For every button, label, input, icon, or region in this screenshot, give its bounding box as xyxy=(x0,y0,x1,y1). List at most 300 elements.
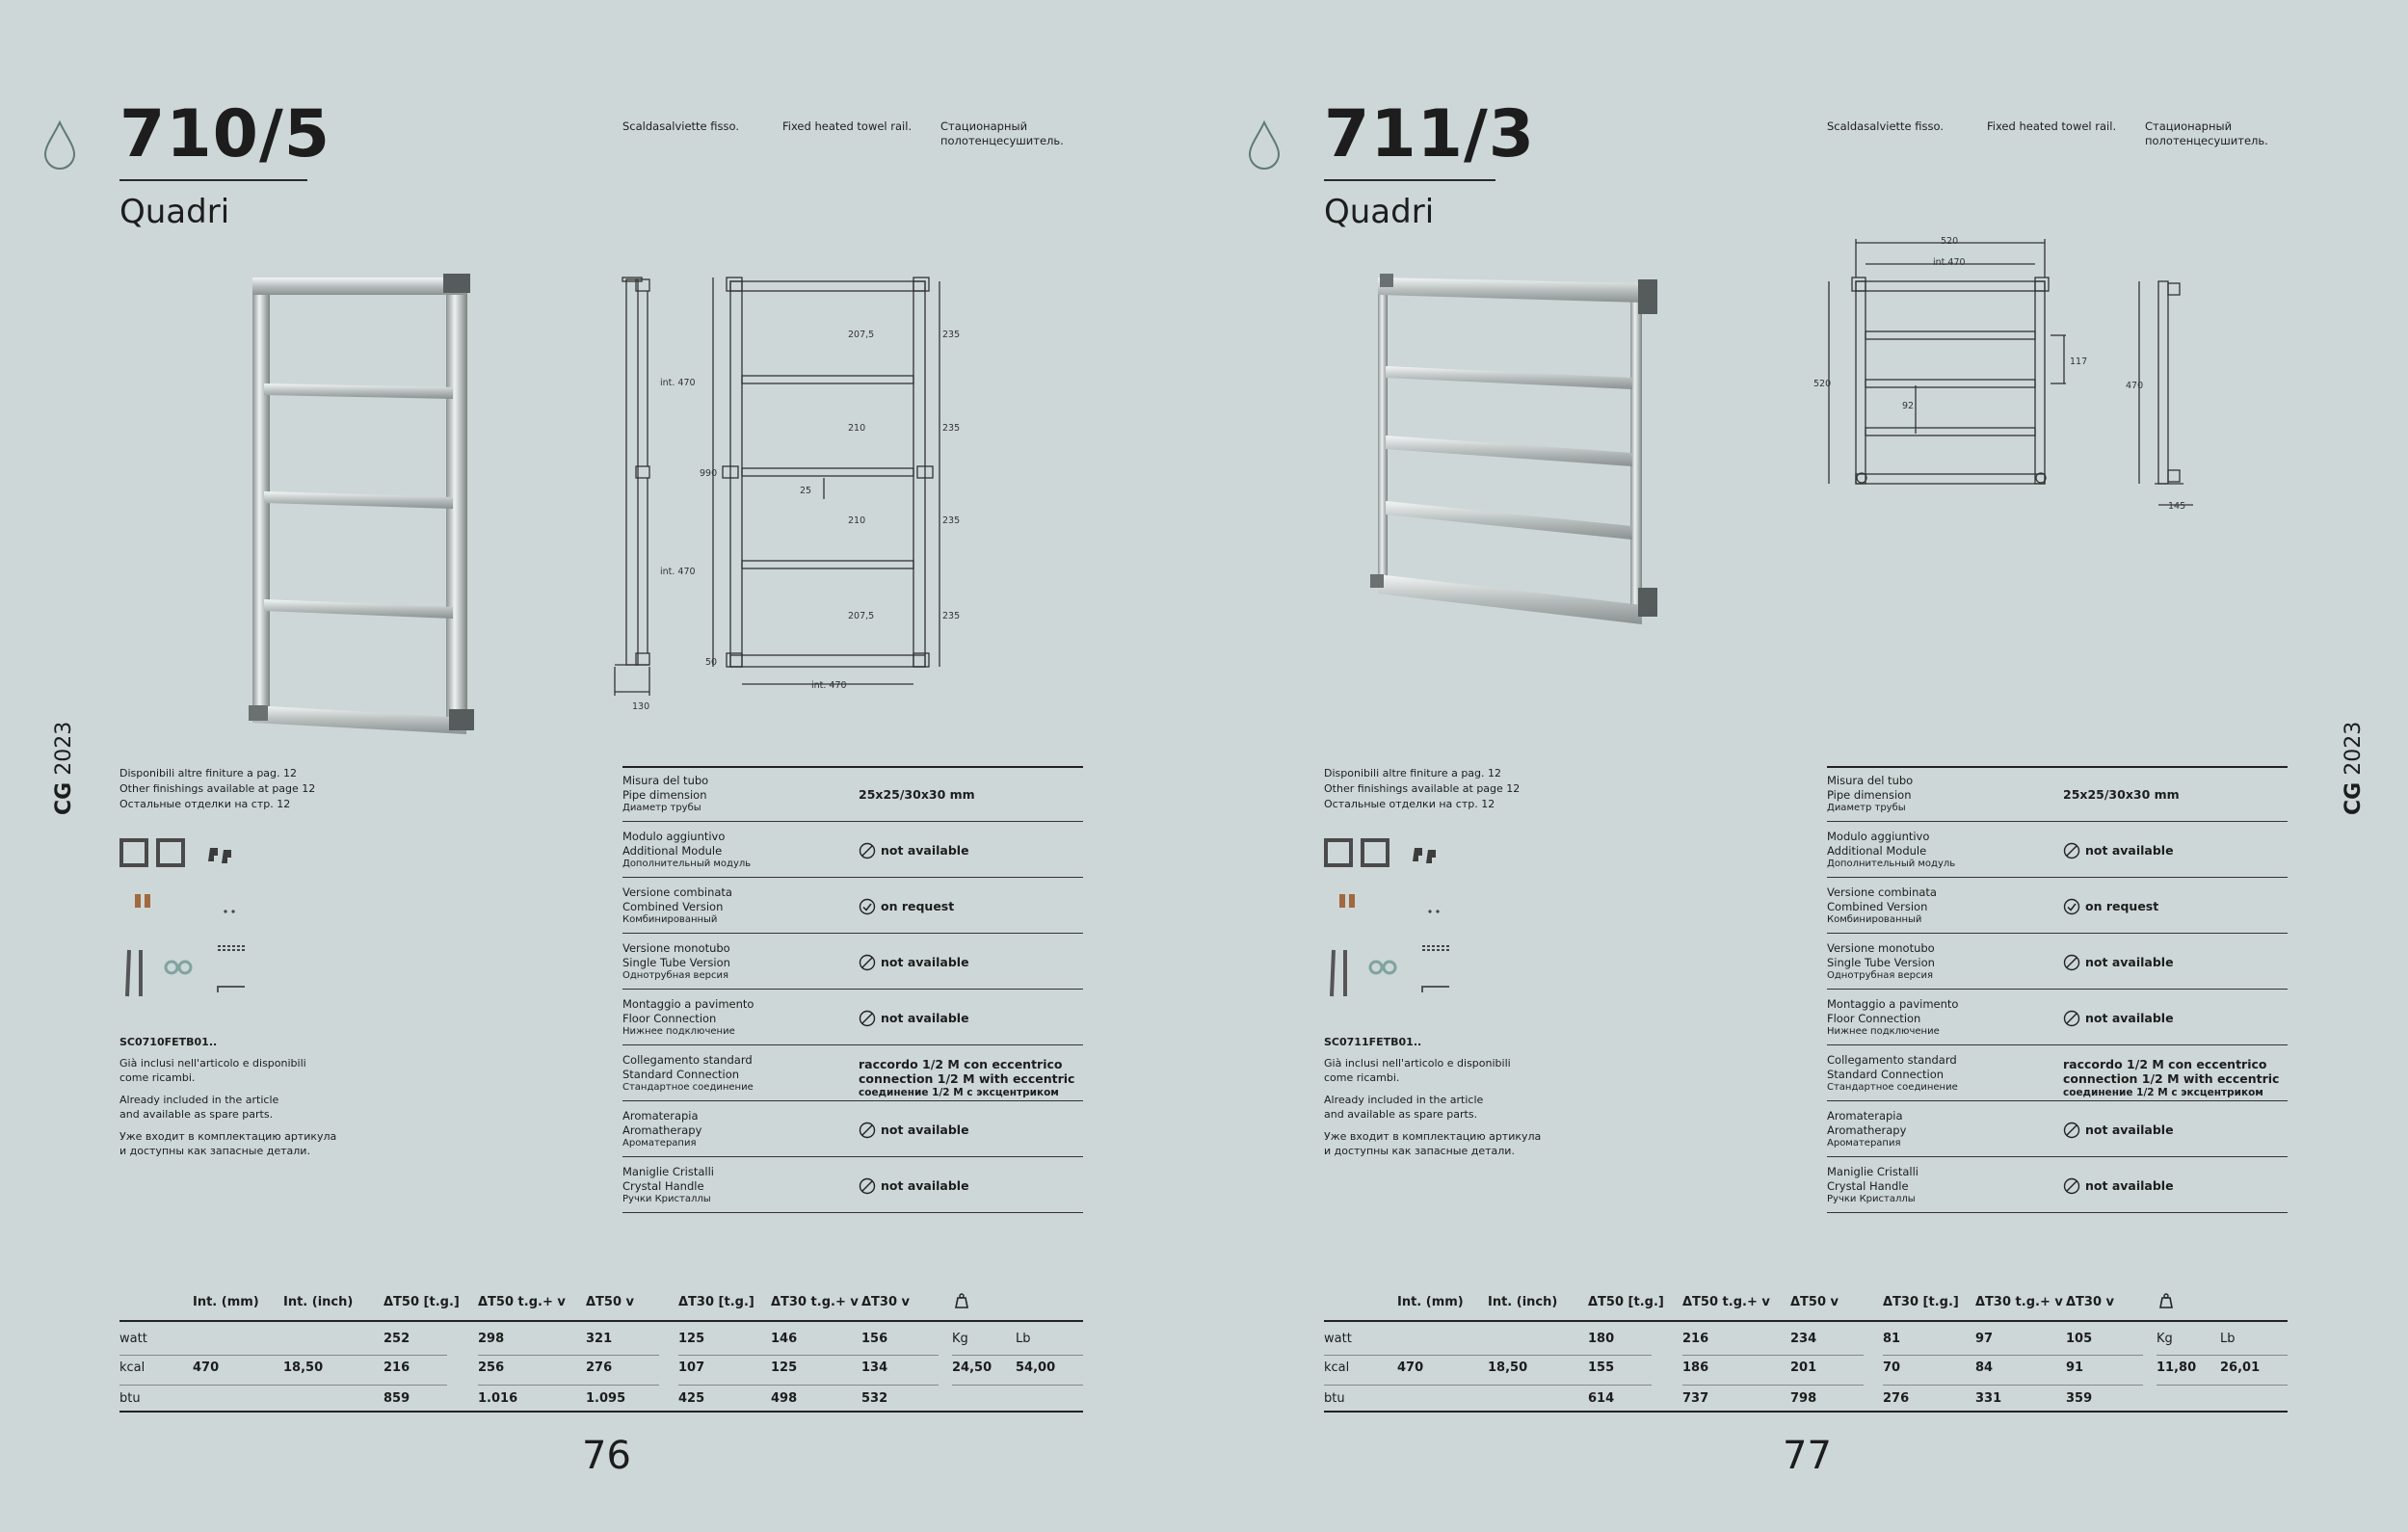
weight-kg: Kg xyxy=(2157,1332,2173,1346)
spec-row xyxy=(622,1159,1083,1213)
side-label-year: 2023 xyxy=(2342,721,2366,776)
table-subrule xyxy=(952,1385,1083,1386)
table-cell: 1.095 xyxy=(586,1391,626,1406)
table-cell: 18,50 xyxy=(283,1360,324,1375)
spec-row xyxy=(1827,1103,2288,1157)
spec-value-line: raccordo 1/2 M con eccentrico xyxy=(2063,1057,2267,1071)
not-available-icon xyxy=(2063,1177,2080,1195)
spare-parts-note xyxy=(1324,1056,1594,1166)
weight-lb: Lb xyxy=(2220,1332,2236,1346)
not-available-icon xyxy=(2063,1010,2080,1027)
dimension-label: 50 xyxy=(705,657,718,668)
table-subrule xyxy=(1682,1355,1864,1356)
note-ru-1: Уже входит в комплектацию артикула xyxy=(1324,1130,1542,1143)
spec-value xyxy=(859,1159,969,1212)
not-available-icon xyxy=(2063,1122,2080,1139)
spec-row xyxy=(622,768,1083,822)
table-cell: 614 xyxy=(1588,1391,1615,1406)
spec-label xyxy=(622,885,732,928)
spec-label xyxy=(622,1165,714,1207)
spec-label xyxy=(622,1109,701,1151)
spec-label-it: Maniglie Cristalli xyxy=(1827,1165,1918,1178)
spec-label-it: Montaggio a pavimento xyxy=(622,997,754,1011)
table-cell: 470 xyxy=(193,1360,220,1375)
table-subrule xyxy=(678,1385,939,1386)
not-available-icon xyxy=(2063,954,2080,971)
note-ru-2: и доступны как запасные детали. xyxy=(1324,1145,1515,1157)
dimension-label: int.470 xyxy=(1933,257,1966,268)
not-available-icon xyxy=(859,1010,876,1027)
table-subrule xyxy=(478,1355,659,1356)
spec-label-en: Single Tube Version xyxy=(1827,955,1935,969)
table-cell: 81 xyxy=(1883,1332,1901,1346)
model-underline xyxy=(1324,179,1495,181)
row-label: btu xyxy=(119,1391,141,1406)
spec-label xyxy=(622,1053,754,1096)
table-cell: 186 xyxy=(1682,1360,1709,1375)
table-header: Int. (mm) xyxy=(1397,1295,1464,1309)
spec-value xyxy=(2063,1103,2174,1156)
table-header: ΔT50 [t.g.] xyxy=(384,1295,460,1309)
table-cell: 216 xyxy=(1682,1332,1709,1346)
spec-row xyxy=(1827,936,2288,990)
table-subrule xyxy=(2157,1355,2288,1356)
table-cell: 107 xyxy=(678,1360,705,1375)
table-cell: 70 xyxy=(1883,1360,1901,1375)
dimension-label: int. 470 xyxy=(660,567,696,577)
spec-value xyxy=(2063,768,2180,821)
spec-label xyxy=(1827,774,1913,816)
table-cell: 276 xyxy=(586,1360,613,1375)
dimension-label: 520 xyxy=(1813,379,1832,389)
finishes-note xyxy=(1324,766,1520,812)
table-subrule xyxy=(119,1385,447,1386)
spec-label-en: Floor Connection xyxy=(622,1011,717,1025)
finishes-note-russian: Остальные отделки на стр. 12 xyxy=(1324,798,1495,810)
spec-label-it: Collegamento standard xyxy=(1827,1053,1957,1067)
page-number: 77 xyxy=(1783,1434,1832,1478)
table-cell: 532 xyxy=(861,1391,888,1406)
spec-row xyxy=(622,1047,1083,1101)
table-header: ΔT30 t.g.+ v xyxy=(771,1295,859,1309)
table-cell: 156 xyxy=(861,1332,888,1346)
side-label xyxy=(2342,722,2366,815)
spec-label xyxy=(622,941,730,984)
spec-label-ru: Комбинированный xyxy=(1827,914,1922,925)
spec-label-ru: Однотрубная версия xyxy=(1827,970,1933,981)
dimension-label: 207,5 xyxy=(848,611,875,621)
spec-label-it: Misura del tubo xyxy=(622,774,709,787)
table-cell: 105 xyxy=(2066,1332,2093,1346)
spec-value xyxy=(2063,936,2174,989)
product-family: Quadri xyxy=(1324,193,1435,231)
spec-label-ru: Ручки Кристаллы xyxy=(622,1194,711,1204)
finishes-note-russian: Остальные отделки на стр. 12 xyxy=(119,798,291,810)
side-label xyxy=(52,722,76,815)
water-drop-icon xyxy=(42,119,77,170)
table-header: ΔT30 [t.g.] xyxy=(678,1295,754,1309)
model-underline xyxy=(119,179,307,181)
dimension-label: 990 xyxy=(700,468,718,479)
spec-label-ru: Нижнее подключение xyxy=(1827,1026,1940,1037)
weight-icon xyxy=(952,1291,971,1310)
spec-value-text: not available xyxy=(2085,955,2174,969)
spec-row xyxy=(1827,880,2288,934)
table-cell: 201 xyxy=(1790,1360,1817,1375)
spec-value xyxy=(859,824,969,877)
dimension-label: 92 xyxy=(1902,401,1915,411)
spec-label-ru: Диаметр трубы xyxy=(1827,803,1906,813)
spec-row xyxy=(1827,1047,2288,1101)
table-rule xyxy=(1324,1411,2288,1413)
spec-label-ru: Диаметр трубы xyxy=(622,803,701,813)
row-label: kcal xyxy=(119,1360,146,1375)
spec-label-en: Combined Version xyxy=(1827,899,1928,913)
note-ru-2: и доступны как запасные детали. xyxy=(119,1145,310,1157)
spec-label xyxy=(622,774,708,816)
weight-kg: 24,50 xyxy=(952,1360,992,1375)
note-it-1: Già inclusi nell'articolo e disponibili xyxy=(1324,1057,1511,1070)
water-drop-icon xyxy=(1247,119,1282,170)
technical-drawing xyxy=(607,270,973,713)
spec-label-en: Standard Connection xyxy=(1827,1067,1945,1081)
finishes-note xyxy=(119,766,315,812)
spec-label-en: Standard Connection xyxy=(622,1067,740,1081)
table-subrule xyxy=(478,1385,659,1386)
table-cell: 470 xyxy=(1397,1360,1424,1375)
table-cell: 1.016 xyxy=(478,1391,518,1406)
spec-row xyxy=(622,991,1083,1045)
description-italian: Scaldasalviette fisso. xyxy=(622,119,739,133)
weight-kg: 11,80 xyxy=(2157,1360,2197,1375)
spec-label-en: Additional Module xyxy=(622,843,723,858)
table-cell: 425 xyxy=(678,1391,705,1406)
description-english: Fixed heated towel rail. xyxy=(1987,119,2117,133)
not-available-icon xyxy=(859,954,876,971)
dimension-label: 520 xyxy=(1941,236,1959,247)
table-subrule xyxy=(2157,1385,2288,1386)
spec-value-text: 25x25/30x30 mm xyxy=(859,787,975,802)
spec-value-text: not available xyxy=(881,1123,969,1137)
spec-value xyxy=(2063,880,2158,933)
row-label: watt xyxy=(119,1332,147,1346)
spec-label-it: Modulo aggiuntivo xyxy=(1827,830,1930,843)
table-header: ΔT30 v xyxy=(2066,1295,2115,1309)
table-cell: 298 xyxy=(478,1332,505,1346)
spec-label xyxy=(1827,830,1955,872)
spec-table xyxy=(1827,766,2288,1215)
table-cell: 84 xyxy=(1975,1360,1994,1375)
table-header: Int. (inch) xyxy=(1488,1295,1558,1309)
table-cell: 125 xyxy=(678,1332,705,1346)
side-label-brand: CG xyxy=(2342,781,2366,815)
spec-label-ru: Комбинированный xyxy=(622,914,718,925)
spec-value-text: not available xyxy=(2085,843,2174,858)
spec-value-text: 25x25/30x30 mm xyxy=(2063,787,2180,802)
dimension-label: 145 xyxy=(2168,501,2186,512)
spec-label xyxy=(622,830,751,872)
not-available-icon xyxy=(859,1122,876,1139)
spec-value-line: raccordo 1/2 M con eccentrico xyxy=(859,1057,1063,1071)
spec-label-it: Versione combinata xyxy=(622,885,732,899)
spec-value xyxy=(859,936,969,989)
spare-parts-note xyxy=(119,1056,389,1166)
spec-label-en: Crystal Handle xyxy=(622,1178,704,1193)
dimension-label: int. 470 xyxy=(660,378,696,388)
description-russian-line1: Стационарный xyxy=(940,119,1028,133)
model-number: 710/5 xyxy=(119,96,331,172)
table-header: ΔT50 t.g.+ v xyxy=(478,1295,566,1309)
spec-value-line: соединение 1/2 M с эксцентриком xyxy=(2063,1087,2263,1098)
spec-value-text: on request xyxy=(2085,899,2159,913)
table-header: Int. (inch) xyxy=(283,1295,354,1309)
table-cell: 91 xyxy=(2066,1360,2084,1375)
spec-value-text: not available xyxy=(881,955,969,969)
table-subrule xyxy=(1883,1385,2143,1386)
spec-value-text: not available xyxy=(2085,1011,2174,1025)
spec-label-en: Combined Version xyxy=(622,899,724,913)
note-en-2: and available as spare parts. xyxy=(1324,1108,1478,1121)
catalog-page-right xyxy=(1204,0,2408,1532)
not-available-icon xyxy=(859,1177,876,1195)
spec-label-ru: Нижнее подключение xyxy=(622,1026,735,1037)
side-label-brand: CG xyxy=(52,781,76,815)
finishes-note-english: Other finishings available at page 12 xyxy=(1324,782,1521,795)
spec-label-ru: Дополнительный модуль xyxy=(622,858,752,869)
table-header: ΔT50 v xyxy=(586,1295,635,1309)
weight-lb: 26,01 xyxy=(2220,1360,2261,1375)
spec-value-text: not available xyxy=(881,843,969,858)
spec-label-en: Floor Connection xyxy=(1827,1011,1921,1025)
table-header: ΔT30 t.g.+ v xyxy=(1975,1295,2063,1309)
spec-label-it: Montaggio a pavimento xyxy=(1827,997,1959,1011)
table-subrule xyxy=(1324,1385,1652,1386)
spec-label-en: Additional Module xyxy=(1827,843,1927,858)
spare-parts-illustration xyxy=(1322,831,1467,1009)
spec-label xyxy=(1827,997,1958,1040)
spec-label-it: Modulo aggiuntivo xyxy=(622,830,726,843)
spec-row xyxy=(1827,991,2288,1045)
spec-label-it: Aromaterapia xyxy=(1827,1109,1903,1123)
table-header: ΔT50 [t.g.] xyxy=(1588,1295,1664,1309)
table-cell: 859 xyxy=(384,1391,410,1406)
table-cell: 134 xyxy=(861,1360,888,1375)
spec-value-text: not available xyxy=(2085,1123,2174,1137)
weight-lb: 54,00 xyxy=(1016,1360,1056,1375)
check-icon xyxy=(859,898,876,915)
dimension-label: 235 xyxy=(942,611,961,621)
spec-label xyxy=(1827,1165,1918,1207)
product-family: Quadri xyxy=(119,193,230,231)
table-cell: 155 xyxy=(1588,1360,1615,1375)
spec-value-line: connection 1/2 M with eccentric xyxy=(859,1071,1075,1086)
table-cell: 146 xyxy=(771,1332,798,1346)
dimension-label: 235 xyxy=(942,330,961,340)
table-header: Int. (mm) xyxy=(193,1295,259,1309)
table-cell: 737 xyxy=(1682,1391,1709,1406)
product-photo xyxy=(1359,270,1677,646)
spec-label xyxy=(622,997,754,1040)
spec-label-ru: Ароматерапия xyxy=(622,1138,697,1149)
spec-label-en: Aromatherapy xyxy=(622,1123,702,1137)
table-rule xyxy=(119,1411,1083,1413)
spec-label-it: Collegamento standard xyxy=(622,1053,753,1067)
spec-table xyxy=(622,766,1083,1215)
spec-label-it: Versione monotubo xyxy=(622,941,730,955)
table-cell: 498 xyxy=(771,1391,798,1406)
table-header: ΔT50 v xyxy=(1790,1295,1839,1309)
description-russian xyxy=(2145,119,2268,148)
table-cell: 256 xyxy=(478,1360,505,1375)
description-russian xyxy=(940,119,1064,148)
page-number: 76 xyxy=(582,1434,631,1478)
spec-value-line: connection 1/2 M with eccentric xyxy=(2063,1071,2280,1086)
spec-label-ru: Стандартное соединение xyxy=(622,1082,754,1093)
spec-label-ru: Ручки Кристаллы xyxy=(1827,1194,1916,1204)
finishes-note-english: Other finishings available at page 12 xyxy=(119,782,316,795)
table-subrule xyxy=(1324,1355,1652,1356)
table-cell: 252 xyxy=(384,1332,410,1346)
dimension-label: int. 470 xyxy=(811,680,847,691)
spec-label-en: Pipe dimension xyxy=(622,787,707,802)
spec-label xyxy=(1827,1109,1906,1151)
spec-value-text: not available xyxy=(881,1178,969,1193)
spec-row xyxy=(622,936,1083,990)
note-en-2: and available as spare parts. xyxy=(119,1108,274,1121)
side-label-year: 2023 xyxy=(52,721,76,776)
row-label: btu xyxy=(1324,1391,1345,1406)
spec-label-en: Aromatherapy xyxy=(1827,1123,1907,1137)
spec-row xyxy=(1827,824,2288,878)
dimension-label: 210 xyxy=(848,423,866,434)
spec-label-en: Pipe dimension xyxy=(1827,787,1912,802)
spec-value xyxy=(2063,824,2174,877)
spec-row xyxy=(1827,768,2288,822)
table-cell: 234 xyxy=(1790,1332,1817,1346)
spec-label-it: Aromaterapia xyxy=(622,1109,699,1123)
spec-row xyxy=(622,880,1083,934)
finishes-note-italian: Disponibili altre finiture a pag. 12 xyxy=(119,767,298,779)
spare-parts-code: SC0710FETB01.. xyxy=(119,1036,218,1048)
note-en-1: Already included in the article xyxy=(119,1094,279,1106)
dimension-label: 117 xyxy=(2070,357,2088,367)
table-header: ΔT30 v xyxy=(861,1295,911,1309)
spec-label-ru: Однотрубная версия xyxy=(622,970,728,981)
spec-label-it: Maniglie Cristalli xyxy=(622,1165,714,1178)
description-russian-line2: полотенцесушитель. xyxy=(940,134,1064,147)
table-subrule xyxy=(1883,1355,2143,1356)
spec-row xyxy=(622,1103,1083,1157)
spec-value-text: on request xyxy=(881,899,955,913)
table-subrule xyxy=(952,1355,1083,1356)
spec-label-ru: Дополнительный модуль xyxy=(1827,858,1956,869)
note-ru-1: Уже входит в комплектацию артикула xyxy=(119,1130,337,1143)
spec-value xyxy=(859,768,975,821)
spec-value-text: not available xyxy=(2085,1178,2174,1193)
spec-label-en: Single Tube Version xyxy=(622,955,730,969)
spec-label xyxy=(1827,941,1935,984)
check-icon xyxy=(2063,898,2080,915)
spec-label xyxy=(1827,885,1937,928)
spec-value xyxy=(859,880,954,933)
description-italian: Scaldasalviette fisso. xyxy=(1827,119,1944,133)
table-cell: 321 xyxy=(586,1332,613,1346)
row-label: kcal xyxy=(1324,1360,1350,1375)
table-cell: 18,50 xyxy=(1488,1360,1528,1375)
weight-icon xyxy=(2157,1291,2176,1310)
not-available-icon xyxy=(859,842,876,859)
note-it-2: come ricambi. xyxy=(119,1071,196,1084)
spec-label-en: Crystal Handle xyxy=(1827,1178,1909,1193)
table-header: ΔT50 t.g.+ v xyxy=(1682,1295,1770,1309)
table-header: ΔT30 [t.g.] xyxy=(1883,1295,1959,1309)
table-cell: 359 xyxy=(2066,1391,2093,1406)
note-it-1: Già inclusi nell'articolo e disponibili xyxy=(119,1057,306,1070)
weight-lb: Lb xyxy=(1016,1332,1031,1346)
spec-value xyxy=(859,1057,1074,1100)
model-number: 711/3 xyxy=(1324,96,1536,172)
weight-kg: Kg xyxy=(952,1332,968,1346)
description-english: Fixed heated towel rail. xyxy=(782,119,913,133)
dimension-label: 130 xyxy=(632,701,650,712)
table-cell: 331 xyxy=(1975,1391,2002,1406)
dimension-label: 25 xyxy=(800,486,812,496)
note-en-1: Already included in the article xyxy=(1324,1094,1484,1106)
spec-label-ru: Стандартное соединение xyxy=(1827,1082,1958,1093)
table-cell: 216 xyxy=(384,1360,410,1375)
dimension-label: 210 xyxy=(848,515,866,526)
spec-label xyxy=(1827,1053,1958,1096)
spec-value xyxy=(859,1103,969,1156)
finishes-note-italian: Disponibili altre finiture a pag. 12 xyxy=(1324,767,1502,779)
description-russian-line1: Стационарный xyxy=(2145,119,2233,133)
table-cell: 180 xyxy=(1588,1332,1615,1346)
table-rule xyxy=(119,1320,1083,1322)
spec-value xyxy=(2063,1057,2279,1100)
table-cell: 125 xyxy=(771,1360,798,1375)
table-rule xyxy=(1324,1320,2288,1322)
description-russian-line2: полотенцесушитель. xyxy=(2145,134,2268,147)
spec-row xyxy=(622,824,1083,878)
spec-label-it: Misura del tubo xyxy=(1827,774,1914,787)
product-photo xyxy=(241,270,482,742)
spare-parts-illustration xyxy=(118,831,262,1009)
table-cell: 97 xyxy=(1975,1332,1994,1346)
table-cell: 798 xyxy=(1790,1391,1817,1406)
table-subrule xyxy=(678,1355,939,1356)
dimension-label: 470 xyxy=(2126,381,2144,391)
row-label: watt xyxy=(1324,1332,1352,1346)
spec-label-ru: Ароматерапия xyxy=(1827,1138,1901,1149)
spec-value xyxy=(2063,991,2174,1044)
table-cell: 276 xyxy=(1883,1391,1910,1406)
table-subrule xyxy=(1682,1385,1864,1386)
table-subrule xyxy=(119,1355,447,1356)
spec-label-it: Versione monotubo xyxy=(1827,941,1935,955)
dimension-label: 235 xyxy=(942,515,961,526)
note-it-2: come ricambi. xyxy=(1324,1071,1400,1084)
spec-value xyxy=(2063,1159,2174,1212)
spec-label-it: Versione combinata xyxy=(1827,885,1937,899)
spec-row xyxy=(1827,1159,2288,1213)
dimension-label: 207,5 xyxy=(848,330,875,340)
dimension-label: 235 xyxy=(942,423,961,434)
spec-value xyxy=(859,991,969,1044)
spare-parts-code: SC0711FETB01.. xyxy=(1324,1036,1422,1048)
not-available-icon xyxy=(2063,842,2080,859)
spec-value-line: соединение 1/2 M с эксцентриком xyxy=(859,1087,1059,1098)
technical-drawing xyxy=(1812,231,2216,520)
